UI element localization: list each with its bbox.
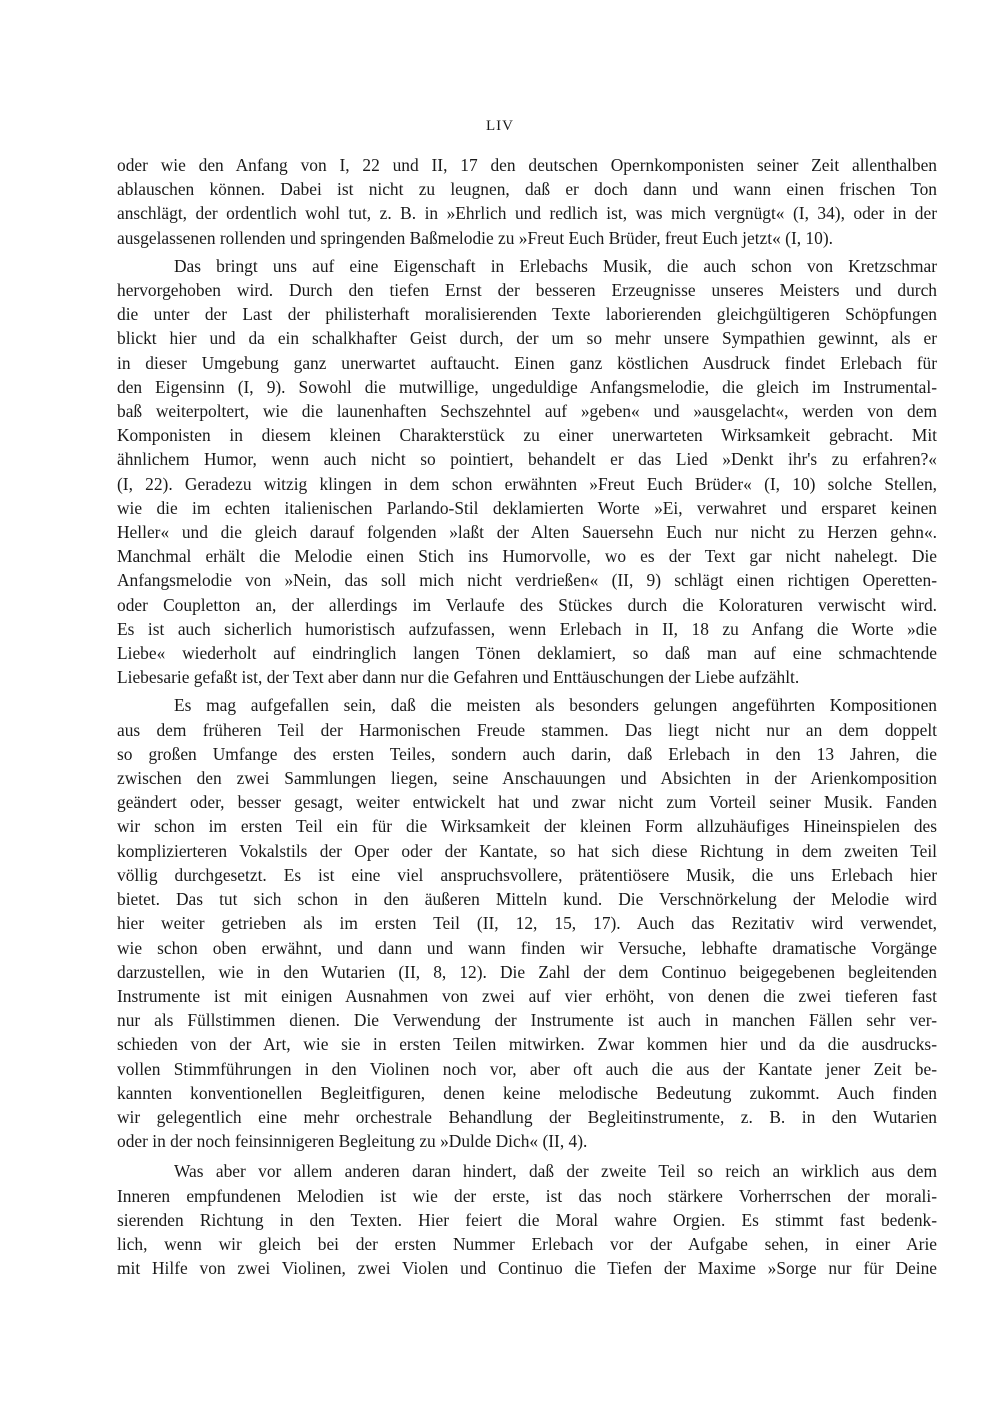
text-line: Das bringt uns auf eine Eigenschaft in Erlebachs Musik, die auch schon von Kretzschmar bbox=[174, 255, 937, 276]
text-line: Es mag aufgefallen sein, daß die meisten als besonders gelungen angeführten Kompositionen bbox=[174, 695, 937, 716]
text-line: hier weiter getrieben als im ersten Teil (II, 12, 15, 17). Auch das Rezitativ wird verwendet, bbox=[117, 913, 937, 934]
text-line: völlig durchgesetzt. Es ist eine viel anspruchsvollere, prätentiösere Musik, die uns Erlebach hier bbox=[117, 864, 937, 885]
text-line: wie die im echten italienischen Parlando-Stil deklamierten Worte »Ei, verwahret und ersparet keinen bbox=[117, 497, 937, 518]
text-line: ablauschen können. Dabei ist nicht zu leugnen, daß er doch dann und wann einen frischen Ton bbox=[117, 179, 937, 200]
text-line: mit Hilfe von zwei Violinen, zwei Violen und Continuo die Tiefen der Maxime »Sorge nur für Deine bbox=[117, 1258, 937, 1279]
text-line: wie schon oben erwähnt, und dann und wann finden wir Versuche, lebhafte dramatische Vorgänge bbox=[117, 937, 937, 958]
text-line: nur als Füllstimmen dienen. Die Verwendung der Instrumente ist auch in manchen Fällen sehr ver- bbox=[117, 1010, 937, 1031]
text-line: Heller« und die gleich darauf folgenden »laßt der Alten Sauersehn Euch nur nicht zu Herzen gehn«. bbox=[117, 522, 937, 543]
text-line: baß weiterpoltert, wie die launenhaften Sechszehntel auf »geben« und »ausgelacht«, werden von dem bbox=[117, 401, 937, 422]
text-line: Inneren empfundenen Melodien ist wie der erste, ist das noch stärkere Vorherrschen der morali- bbox=[117, 1185, 937, 1206]
page-number: LIV bbox=[486, 118, 514, 134]
text-line: oder wie den Anfang von I, 22 und II, 17 den deutschen Opernkomponisten seiner Zeit allenthalben bbox=[117, 155, 937, 175]
text-line: oder Coupletton an, der allerdings im Verlaufe des Stückes durch die Koloraturen verwischt wird. bbox=[117, 594, 937, 615]
text-line: zwischen den zwei Sammlungen liegen, seine Anschauungen und Absichten in der Arienkomposition bbox=[117, 768, 937, 789]
text-line: so großen Umfange des ersten Teiles, sondern auch darin, daß Erlebach in den 13 Jahren, die bbox=[117, 743, 937, 764]
text-line: Instrumente ist mit einigen Ausnahmen von zwei auf vier erhöht, von denen die zwei tieferen fast bbox=[117, 985, 937, 1006]
text-line: Komponisten in diesem kleinen Charakterstück zu einer unerwarteten Wirksamkeit gebracht. Mit bbox=[117, 425, 937, 446]
text-body bbox=[117, 153, 937, 1280]
text-line: anschlägt, der ordentlich wohl tut, z. B. in »Ehrlich und redlich ist, was mich vergnügt« (I, 34), oder in der bbox=[117, 203, 937, 224]
text-line: vollen Stimmführungen in den Violinen noch vor, aber oft auch die aus der Kantate jener Zeit be- bbox=[117, 1058, 937, 1079]
text-line: kannten konventionellen Begleitfiguren, denen keine melodische Bedeutung zukommt. Auch finden bbox=[117, 1082, 937, 1103]
text-line: hervorgehoben wird. Durch den tiefen Ernst der besseren Erzeugnisse unseres Meisters und durch bbox=[117, 280, 937, 301]
text-line: Liebe« wiederholt auf eindringlich langen Tönen deklamiert, so daß man auf eine schmachtende bbox=[117, 643, 937, 664]
text-line: darzustellen, wie in den Wutarien (II, 8, 12). Die Zahl der dem Continuo beigegebenen begleitenden bbox=[117, 961, 937, 982]
text-line: lich, wenn wir gleich bei der ersten Nummer Erlebach vor der Aufgabe sehen, in einer Arie bbox=[117, 1233, 937, 1254]
text-line: Anfangsmelodie von »Nein, das soll mich nicht verdrießen« (II, 9) schlägt einen richtigen Operetten- bbox=[117, 570, 937, 591]
text-line: Es ist auch sicherlich humoristisch aufzufassen, wenn Erlebach in II, 18 zu Anfang die Worte »die bbox=[117, 618, 937, 639]
paragraph bbox=[117, 693, 937, 1153]
text-line: aus dem früheren Teil der Harmonischen Freude stammen. Das liegt nicht nur an dem doppelt bbox=[117, 719, 937, 740]
text-line: Manchmal erhält die Melodie einen Stich ins Humorvolle, wo es der Text gar nicht nahelegt. Die bbox=[117, 546, 937, 567]
text-line: wir gelegentlich eine mehr orchestrale Behandlung der Begleitinstrumente, z. B. in den Wutarien bbox=[117, 1106, 937, 1127]
text-line: sierenden Richtung in den Texten. Hier feiert die Moral wahre Orgien. Es stimmt fast bedenk- bbox=[117, 1209, 937, 1230]
text-line: den Eigensinn (I, 9). Sowohl die mutwillige, ungeduldige Anfangsmelodie, die gleich im Instrumental- bbox=[117, 376, 937, 397]
text-line: (I, 22). Geradezu witzig klingen in dem schon erwähnten »Freut Euch Brüder« (I, 10) solche Stellen, bbox=[117, 473, 937, 494]
text-line: geändert oder, besser gesagt, weiter entwickelt hat und zwar nicht zum Vorteil seiner Musik. Fanden bbox=[117, 792, 937, 813]
text-line: bietet. Das tut sich schon in den äußeren Mitteln kund. Die Verschnörkelung der Melodie wird bbox=[117, 889, 937, 910]
text-line: in dieser Umgebung ganz unerwartet auftaucht. Einen ganz köstlichen Ausdruck findet Erlebach für bbox=[117, 352, 937, 373]
text-line: schieden von der Art, wie sie in ersten Teilen mitwirken. Zwar kommen hier und da die ausdrucks- bbox=[117, 1034, 937, 1055]
paragraph bbox=[117, 1159, 937, 1280]
text-line: Liebesarie gefaßt ist, der Text aber dann nur die Gefahren und Enttäuschungen der Liebe aufzählt. bbox=[117, 667, 800, 688]
text-line: oder in der noch feinsinnigeren Begleitung zu »Dulde Dich« (II, 4). bbox=[117, 1131, 588, 1152]
text-line: die unter der Last der philisterhaft moralisierenden Texte laborierenden gleichgültigeren Schöpfungen bbox=[117, 304, 937, 325]
text-line: wir schon im ersten Teil ein für die Wirksamkeit der kleinen Form allzuhäufiges Hineinspielen des bbox=[117, 816, 937, 837]
paragraph bbox=[117, 153, 937, 250]
text-line: ähnlichem Humor, wenn auch nicht so pointiert, behandelt er das Lied »Denkt ihr's zu erfahren?« bbox=[117, 449, 937, 470]
paragraph bbox=[117, 254, 937, 690]
text-line: ausgelassenen rollenden und springenden Baßmelodie zu »Freut Euch Brüder, freut Euch jetzt« (I, 10). bbox=[117, 227, 833, 248]
text-line: komplizierteren Vokalstils der Oper oder der Kantate, so hat sich diese Richtung in dem zweiten Teil bbox=[117, 840, 937, 861]
text-line: blickt hier und da ein schalkhafter Geist durch, der um so mehr unsere Sympathien gewinnt, als er bbox=[117, 328, 937, 349]
text-line: Was aber vor allem anderen daran hindert, daß der zweite Teil so reich an wirklich aus dem bbox=[174, 1161, 937, 1182]
